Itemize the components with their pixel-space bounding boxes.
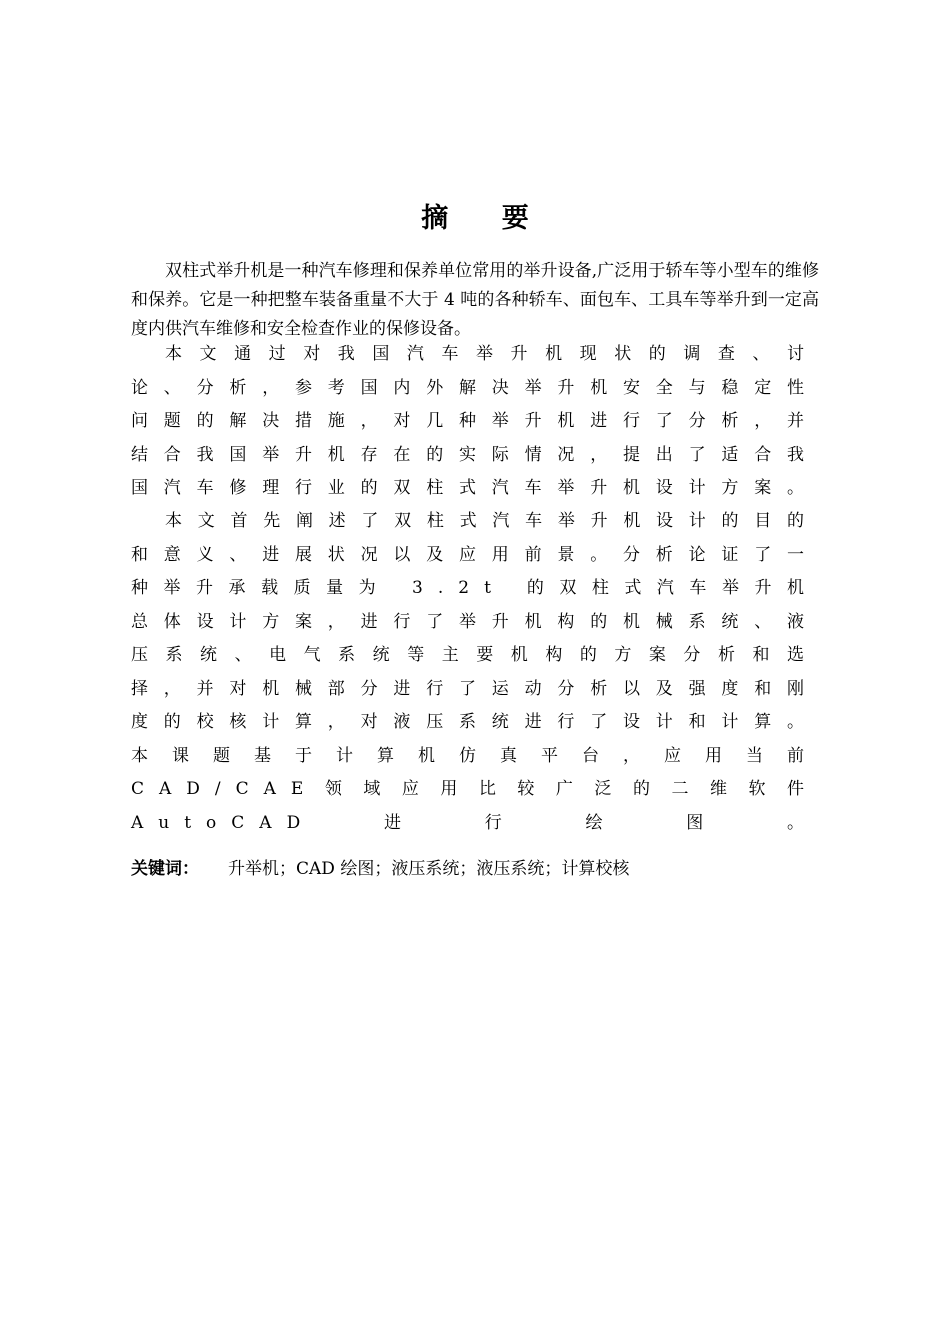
keywords-value: 升举机；CAD 绘图；液压系统；液压系统；计算校核 xyxy=(228,859,630,879)
page-title: 摘 要 xyxy=(421,203,551,235)
abstract-paragraph-1: 双柱式举升机是一种汽车修理和保养单位常用的举升设备,广泛用于轿车等小型车的维修和保养。它是一种把整车装备重量不大于 4 吨的各种轿车、面包车、工具车等举升到一定高度内供汽车维修和安全检查作业的保修设备。 xyxy=(131,261,819,339)
abstract-paragraph-2: 本文通过对我国汽车举升机现状的调查、讨论、分析，参考国内外解决举升机安全与稳定性问题的解决措施，对几种举升机进行了分析，并结合我国举升机存在的实际情况，提出了适合我国汽车修理行业的双柱式汽车举升机设计方案。 xyxy=(131,344,819,498)
keywords-line xyxy=(131,855,629,883)
abstract-paragraph-3: 本文首先阐述了双柱式汽车举升机设计的目的和意义、进展状况以及应用前景。分析论证了一种举升承载质量为 3.2t 的双柱式汽车举升机总体设计方案，进行了举升机构的机械系统、液压系统、电气系统等主要机构的方案分析和选择，并对机械部分进行了运动分析以及强度和刚度的校核计算，对液压系统进行了设计和计算。本课题基于计算机仿真平台，应用当前 CAD/CAE领域应用比较广泛的二维软件 AutoCAD进行绘图。 xyxy=(131,511,819,833)
keywords-label: 关键词： xyxy=(131,859,199,879)
